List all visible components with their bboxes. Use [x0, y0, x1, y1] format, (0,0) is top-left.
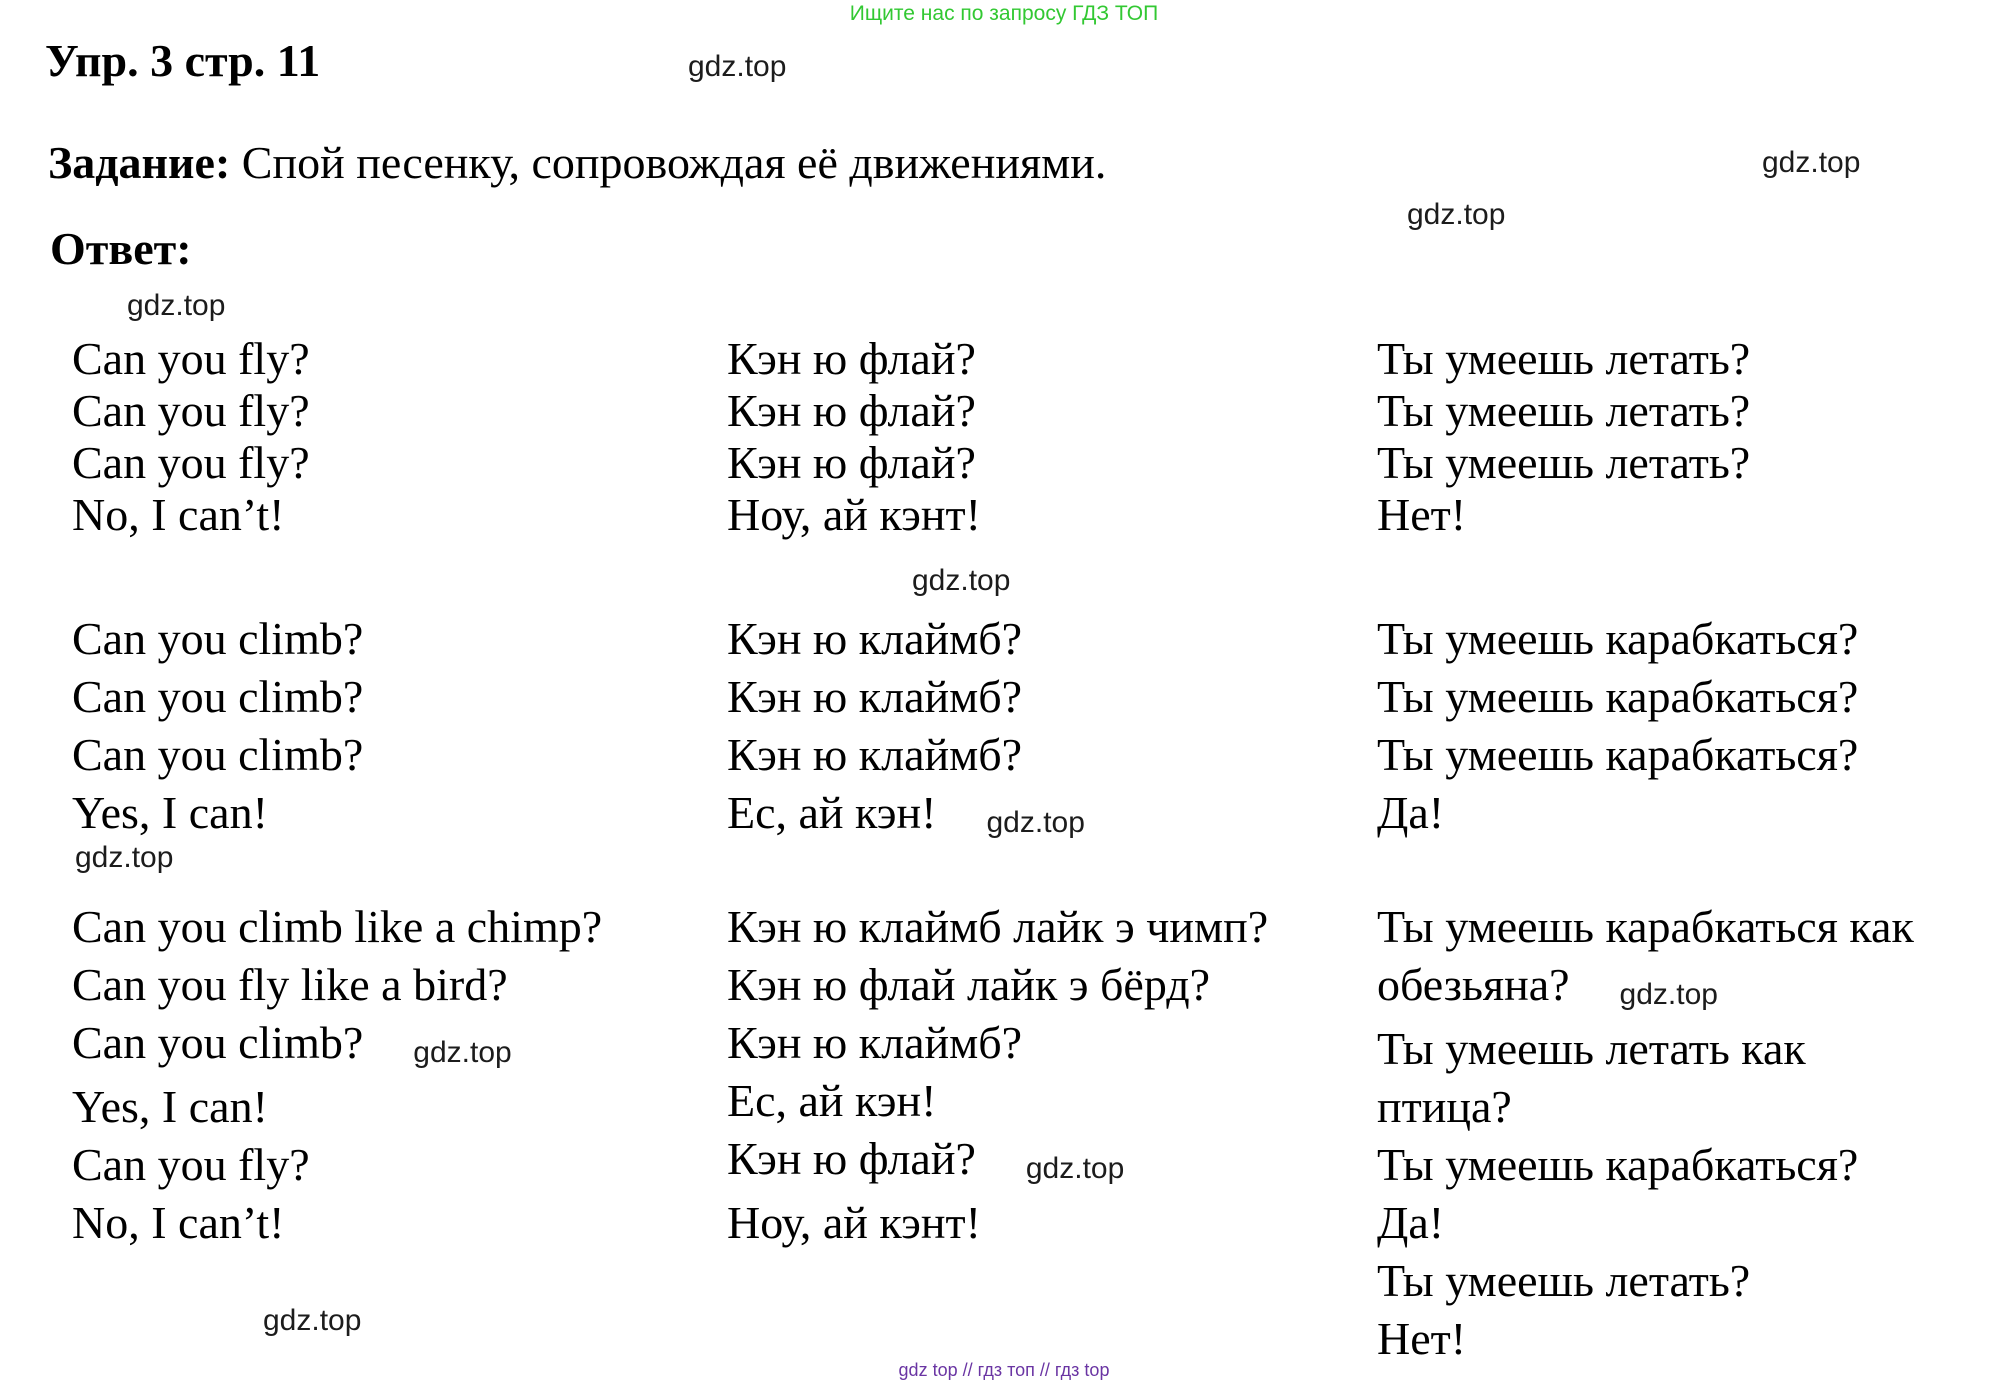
lyric-line [1377, 956, 1914, 1020]
lyric-line [727, 437, 981, 489]
lyric-text: обезьяна? [1377, 959, 1570, 1010]
lyric-line [72, 489, 310, 541]
lyric-line [1377, 385, 1750, 437]
lyric-text: Can you climb? [72, 729, 364, 780]
lyric-text: Can you fly like a bird? [72, 959, 508, 1010]
lyric-text: Ты умеешь летать? [1377, 385, 1751, 436]
lyric-line [727, 956, 1268, 1014]
watermark: gdz.top [75, 841, 174, 874]
task-line [48, 138, 1106, 189]
lyric-line [72, 333, 310, 385]
lyric-line [1377, 610, 1858, 668]
footer-links: gdz top // гдз топ // гдз top [898, 1360, 1110, 1380]
lyric-line [1377, 1020, 1914, 1078]
lyric-text: Ноу, ай кэнт! [727, 1197, 981, 1248]
lyric-line [727, 1014, 1268, 1072]
lyric-text: Кэн ю флай? [727, 1133, 976, 1184]
lyric-line [72, 784, 363, 842]
lyric-line [727, 1130, 1268, 1194]
lyric-line [72, 1136, 602, 1194]
lyric-line [1377, 489, 1750, 541]
lyric-line [727, 784, 1085, 848]
lyric-line [727, 489, 981, 541]
lyric-text: Ты умеешь летать? [1377, 437, 1751, 488]
watermark: gdz.top [413, 1036, 512, 1069]
lyric-text: Нет! [1377, 1313, 1467, 1364]
lyric-text: Ес, ай кэн! [727, 787, 937, 838]
lyric-line [1377, 898, 1914, 956]
lyric-text: Can you climb? [72, 671, 364, 722]
lyric-line [1377, 1252, 1914, 1310]
lyric-line [1377, 1136, 1914, 1194]
watermark: gdz.top [1619, 978, 1718, 1011]
watermark: gdz.top [912, 564, 1011, 597]
column-english-block-2 [72, 610, 363, 842]
column-english-block-3 [72, 898, 602, 1252]
lyric-line [72, 1078, 602, 1136]
lyric-text: Кэн ю флай лайк э бёрд? [727, 959, 1211, 1010]
lyric-text: Нет! [1377, 489, 1467, 540]
lyric-text: Can you climb? [72, 613, 364, 664]
lyric-line [1377, 784, 1858, 842]
lyric-text: Ты умеешь летать? [1377, 1255, 1751, 1306]
lyric-line [1377, 333, 1750, 385]
lyric-text: Ты умеешь карабкаться как [1377, 901, 1914, 952]
task-text: Спой песенку, сопровождая её движениями. [230, 137, 1107, 188]
column-translation-block-1 [1377, 333, 1750, 541]
lyric-text: Yes, I can! [72, 787, 268, 838]
lyric-line [1377, 726, 1858, 784]
lyric-line [72, 1194, 602, 1252]
lyric-line [727, 610, 1085, 668]
lyric-line [727, 898, 1268, 956]
lyric-line [727, 726, 1085, 784]
lyric-text: Ты умеешь летать? [1377, 333, 1751, 384]
lyric-line [1377, 1078, 1914, 1136]
lyric-line [72, 956, 602, 1014]
task-label: Задание: [48, 137, 231, 188]
lyric-text: Кэн ю клаймб? [727, 671, 1023, 722]
lyric-line [72, 726, 363, 784]
watermark: gdz.top [1025, 1152, 1125, 1185]
lyric-text: Can you fly? [72, 333, 310, 384]
lyric-line [727, 1072, 1268, 1130]
lyric-text: Кэн ю клаймб? [727, 729, 1023, 780]
lyric-line [727, 385, 981, 437]
promo-banner: Ищите нас по запросу ГДЗ ТОП [849, 2, 1159, 25]
lyric-text: Can you fly? [72, 437, 310, 488]
lyric-text: Ты умеешь летать как [1377, 1023, 1806, 1074]
column-transcription-block-2 [727, 610, 1085, 848]
lyric-text: Кэн ю клаймб? [727, 613, 1023, 664]
column-transcription-block-1 [727, 333, 981, 541]
lyric-line [72, 668, 363, 726]
lyric-line [727, 668, 1085, 726]
lyric-text: Ноу, ай кэнт! [727, 489, 981, 540]
lyric-line [72, 437, 310, 489]
column-translation-block-3 [1377, 898, 1914, 1368]
lyric-text: Да! [1377, 787, 1445, 838]
lyric-text: Ты умеешь карабкаться? [1377, 671, 1859, 722]
lyric-text: Ты умеешь карабкаться? [1377, 613, 1859, 664]
lyric-text: Кэн ю клаймб? [727, 1017, 1023, 1068]
watermark: gdz.top [1762, 146, 1861, 179]
watermark: gdz.top [263, 1304, 362, 1337]
lyric-text: Да! [1377, 1197, 1445, 1248]
lyric-line [72, 898, 602, 956]
column-transcription-block-3 [727, 898, 1268, 1252]
lyric-text: Кэн ю флай? [727, 437, 976, 488]
watermark: gdz.top [1407, 198, 1506, 231]
lyric-text: Can you climb? [72, 1017, 364, 1068]
lyric-line [72, 385, 310, 437]
watermark: gdz.top [986, 806, 1085, 839]
watermark: gdz.top [127, 289, 226, 322]
column-english-block-1 [72, 333, 310, 541]
lyric-text: Ты умеешь карабкаться? [1377, 1139, 1859, 1190]
lyric-text: No, I can’t! [72, 1197, 285, 1248]
lyric-line [1377, 1194, 1914, 1252]
column-translation-block-2 [1377, 610, 1858, 842]
lyric-text: Yes, I can! [72, 1081, 268, 1132]
lyric-text: Can you fly? [72, 385, 310, 436]
watermark: gdz.top [688, 50, 787, 83]
lyric-text: Кэн ю клаймб лайк э чимп? [727, 901, 1269, 952]
lyric-line [1377, 437, 1750, 489]
answer-label: Ответ: [50, 223, 192, 274]
lyric-line [727, 1194, 1268, 1252]
lyric-text: No, I can’t! [72, 489, 285, 540]
lyric-line [727, 333, 981, 385]
lyric-text: Can you climb like a chimp? [72, 901, 603, 952]
exercise-title: Упр. 3 стр. 11 [45, 35, 321, 86]
lyric-line [1377, 668, 1858, 726]
lyric-text: Ес, ай кэн! [727, 1075, 937, 1126]
lyric-text: Ты умеешь карабкаться? [1377, 729, 1859, 780]
lyric-line [72, 610, 363, 668]
lyric-text: Кэн ю флай? [727, 333, 976, 384]
lyric-text: птица? [1377, 1081, 1512, 1132]
lyric-text: Can you fly? [72, 1139, 310, 1190]
lyric-text: Кэн ю флай? [727, 385, 976, 436]
lyric-line [72, 1014, 602, 1078]
